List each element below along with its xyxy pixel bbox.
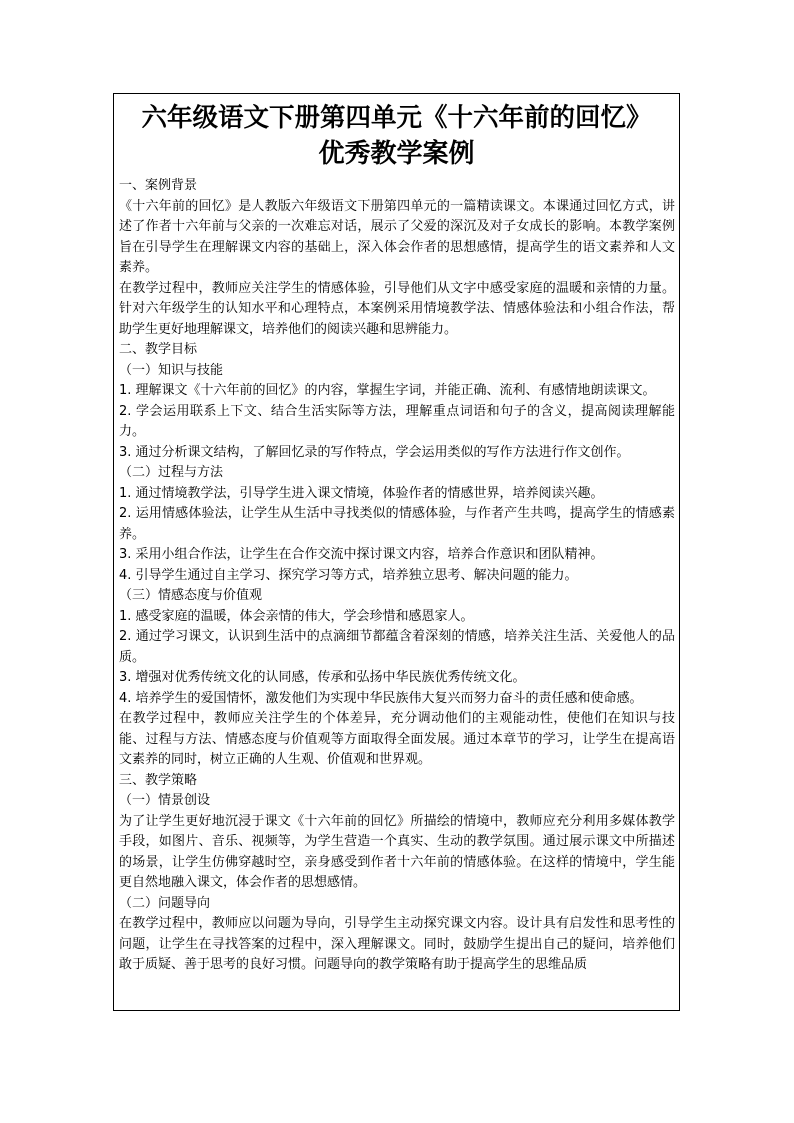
subsection-heading: （三）情感态度与价值观 (119, 588, 263, 603)
list-item: 1. 通过情境教学法，引导学生进入课文情境，体验作者的情感世界，培养阅读兴趣。 (119, 485, 604, 501)
list-item: 2. 运用情感体验法，让学生从生活中寻找类似的情感体验，与作者产生共鸣，提高学生的情感素养。 (119, 506, 675, 542)
list-item: 2. 学会运用联系上下文、结合生活实际等方法，理解重点词语和句子的含义，提高阅读理解能力。 (119, 403, 675, 439)
list-item: 3. 通过分析课文结构，了解回忆录的写作特点，学会运用类似的写作方法进行作文创作。 (119, 444, 630, 460)
document-title (114, 100, 679, 172)
subsection-heading: （二）过程与方法 (119, 465, 224, 480)
body-paragraph: 在教学过程中，教师应关注学生的情感体验，引导他们从文字中感受家庭的温暖和亲情的力量。针对六年级学生的认知水平和心理特点，本案例采用情境教学法、情感体验法和小组合作法，帮助学生更好地理解课文，培养他们的阅读兴趣和思辨能力。 (119, 280, 675, 337)
list-item: 3. 采用小组合作法，让学生在合作交流中探讨课文内容，培养合作意识和团队精神。 (119, 547, 604, 562)
body-paragraph: 在教学过程中，教师应关注学生的个体差异，充分调动他们的主观能动性，使他们在知识与技能、过程与方法、情感态度与价值观等方面取得全面发展。通过本章节的学习，让学生在提高语文素养的同时，树立正确的人生观、价值观和世界观。 (119, 711, 675, 767)
document-body (114, 176, 679, 976)
section-heading: 二、教学目标 (119, 342, 198, 357)
list-item: 4. 培养学生的爱国情怀，激发他们为实现中华民族伟大复兴而努力奋斗的责任感和使命感。 (119, 690, 643, 706)
list-item: 4. 引导学生通过自主学习、探究学习等方式，培养独立思考、解决问题的能力。 (119, 567, 578, 583)
section-heading: 一、案例背景 (119, 178, 198, 193)
title-line-2: 优秀教学案例 (318, 139, 475, 169)
list-item: 2. 通过学习课文，认识到生活中的点滴细节都蕴含着深刻的情感，培养关注生活、关爱他人的品质。 (119, 629, 675, 665)
document-table-cell (113, 93, 680, 1011)
subsection-heading: （一）知识与技能 (119, 362, 224, 378)
section-heading: 三、教学策略 (119, 772, 198, 788)
subsection-heading: （一）情景创设 (119, 793, 211, 808)
body-paragraph: 为了让学生更好地沉浸于课文《十六年前的回忆》所描绘的情境中，教师应充分利用多媒体教学手段，如图片、音乐、视频等，为学生营造一个真实、生动的教学氛围。通过展示课文中所描述的场景，让学生仿佛穿越时空，亲身感受到作者十六年前的情感体验。在这样的情境中，学生能更自然地融入课文，体会作者的思想感情。 (119, 813, 675, 890)
title-line-1: 六年级语文下册第四单元《十六年前的回忆》 (141, 103, 652, 133)
list-item: 3. 增强对优秀传统文化的认同感，传承和弘扬中华民族优秀传统文化。 (119, 670, 526, 685)
body-paragraph: 在教学过程中，教师应以问题为导向，引导学生主动探究课文内容。设计具有启发性和思考性的问题，让学生在寻找答案的过程中，深入理解课文。同时，鼓励学生提出自己的疑问，培养他们敢于质疑、善于思考的良好习惯。问题导向的教学策略有助于提高学生的思维品质 (119, 916, 675, 972)
list-item: 1. 感受家庭的温暖，体会亲情的伟大，学会珍惜和感恩家人。 (119, 608, 474, 624)
list-item: 1. 理解课文《十六年前的回忆》的内容，掌握生字词，并能正确、流利、有感情地朗读课文。 (119, 383, 656, 398)
subsection-heading: （二）问题导向 (119, 895, 211, 911)
body-paragraph: 《十六年前的回忆》是人教版六年级语文下册第四单元的一篇精读课文。本课通过回忆方式，讲述了作者十六年前与父亲的一次难忘对话，展示了父爱的深沉及对子女成长的影响。本教学案例旨在引导学生在理解课文内容的基础上，深入体会作者的思想感情，提高学生的语文素养和人文素养。 (119, 198, 675, 275)
